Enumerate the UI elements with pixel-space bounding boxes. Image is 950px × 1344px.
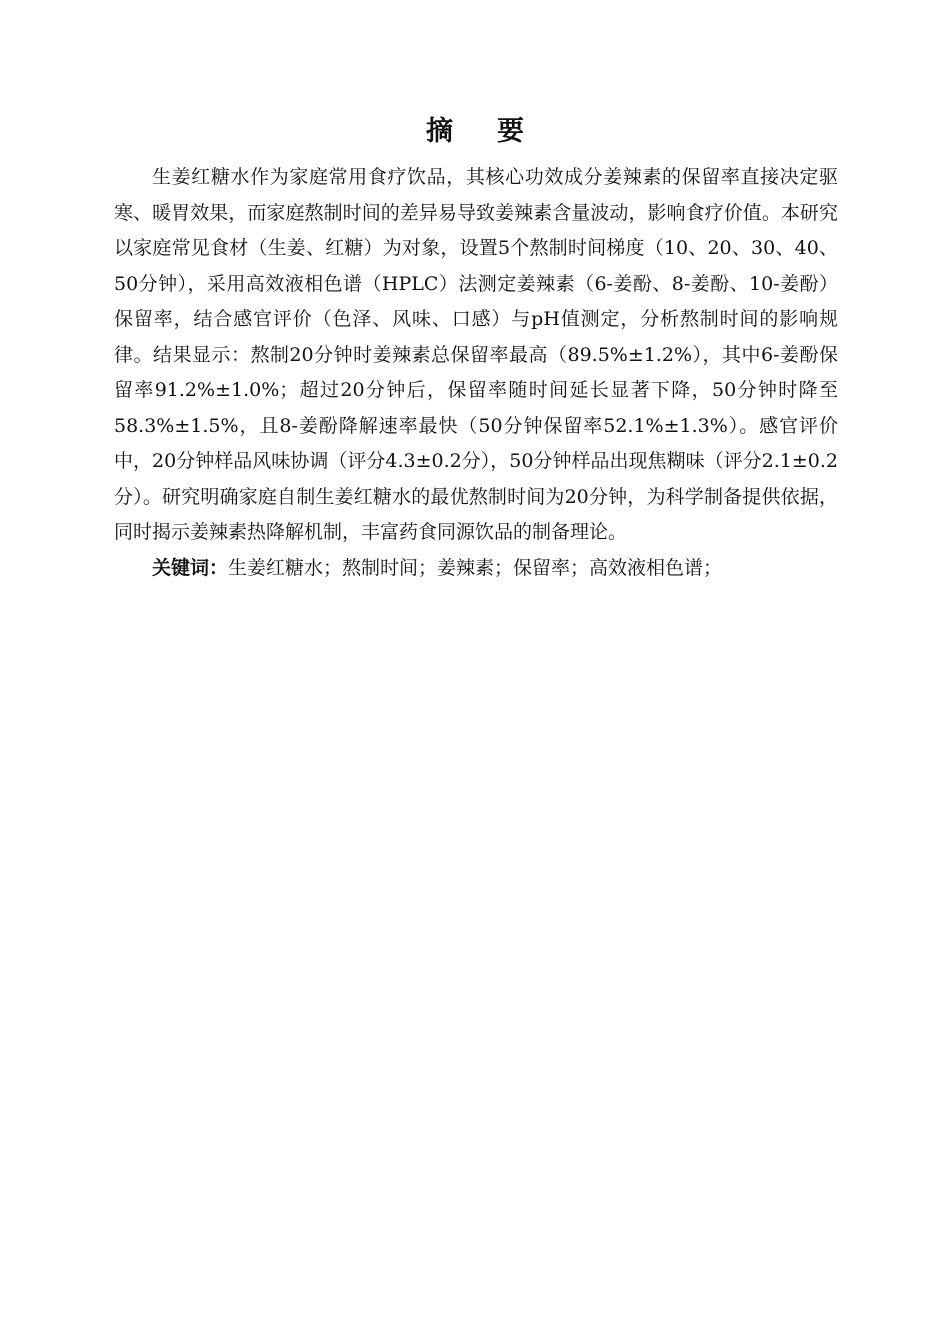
abstract-title-left: 摘 <box>426 116 453 147</box>
abstract-paragraph: 生姜红糖水作为家庭常用食疗饮品，其核心功效成分姜辣素的保留率直接决定驱寒、暖胃效果，而家庭熬制时间的差异易导致姜辣素含量波动，影响食疗价值。本研究以家庭常见食材（生姜、红糖）为对象，设置5个熬制时间梯度（10、20、30、40、50分钟），采用高效液相色谱（HPLC）法测定姜辣素（6-姜酚、8-姜酚、10-姜酚）保留率，结合感官评价（色泽、风味、口感）与pH值测定，分析熬制时间的影响规律。结果显示：熬制20分钟时姜辣素总保留率最高（89.5%±1.2%），其中6-姜酚保留率91.2%±1.0%；超过20分钟后，保留率随时间延长显著下降，50分钟时降至58.3%±1.5%，且8-姜酚降解速率最快（50分钟保留率52.1%±1.3%）。感官评价中，20分钟样品风味协调（评分4.3±0.2分），50分钟样品出现焦糊味（评分2.1±0.2分）。研究明确家庭自制生姜红糖水的最优熬制时间为20分钟，为科学制备提供依据，同时揭示姜辣素热降解机制，丰富药食同源饮品的制备理论。 <box>114 166 838 543</box>
abstract-title <box>0 112 950 152</box>
abstract-title-right: 要 <box>497 116 524 147</box>
abstract-body <box>114 160 838 586</box>
keywords-label: 关键词： <box>152 556 229 579</box>
keywords-line <box>114 551 838 587</box>
keywords-text: 生姜红糖水；熬制时间；姜辣素；保留率；高效液相色谱； <box>228 556 723 579</box>
